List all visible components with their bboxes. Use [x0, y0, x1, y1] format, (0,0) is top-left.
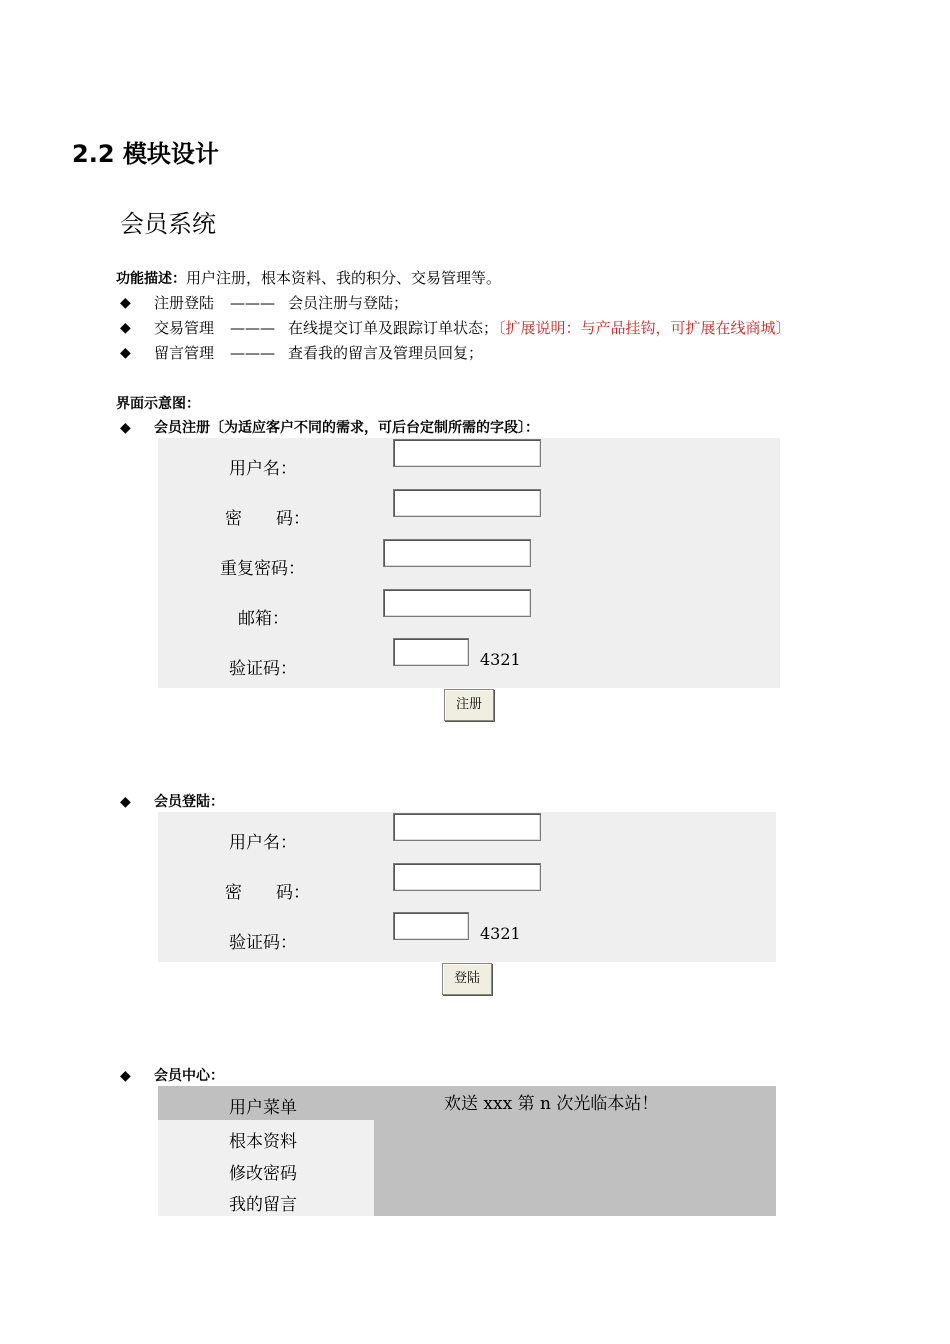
login-captcha-code: 4321	[480, 924, 521, 943]
feature-dash: ———	[230, 344, 275, 362]
register-button[interactable]: 注册	[444, 689, 494, 721]
bullet-icon: ◆	[120, 295, 131, 311]
feature-desc: 会员注册与登陆；	[288, 294, 409, 312]
function-desc-label: 功能描述：	[116, 271, 186, 287]
feature-dash: ———	[230, 294, 275, 312]
bullet-icon: ◆	[120, 794, 131, 810]
feature-desc-with-note	[288, 318, 791, 338]
feature-item	[120, 317, 131, 338]
repeat-password-label: 重复密码：	[220, 559, 305, 579]
feature-item	[120, 292, 131, 313]
feature-note: 〔扩展说明：与产品挂钩，可扩展在线商城〕	[498, 319, 791, 337]
email-input[interactable]	[383, 589, 531, 617]
password-input[interactable]	[393, 489, 541, 517]
captcha-input[interactable]	[393, 638, 469, 666]
bullet-icon: ◆	[120, 320, 131, 336]
member-center-heading: 会员中心：	[154, 1068, 224, 1084]
captcha-code: 4321	[480, 650, 521, 669]
login-heading: 会员登陆：	[154, 794, 224, 810]
function-desc-text: 用户注册，根本资料、我的积分、交易管理等。	[186, 269, 502, 287]
captcha-label: 验证码：	[229, 659, 297, 679]
login-button[interactable]: 登陆	[442, 963, 492, 995]
login-captcha-input[interactable]	[393, 912, 469, 940]
function-description	[116, 268, 501, 289]
password-label: 密 码：	[225, 509, 310, 529]
login-username-label: 用户名：	[229, 833, 297, 853]
login-username-input[interactable]	[393, 813, 541, 841]
email-label: 邮箱：	[238, 609, 289, 629]
repeat-password-input[interactable]	[383, 539, 531, 567]
menu-item-my-messages[interactable]: 我的留言	[229, 1195, 297, 1215]
user-menu-title: 用户菜单	[229, 1098, 297, 1118]
bullet-icon: ◆	[120, 420, 131, 436]
ui-title: 界面示意图：	[116, 396, 200, 412]
feature-desc: 在线提交订单及跟踪订单状态；	[288, 319, 499, 337]
feature-name: 留言管理	[154, 344, 215, 362]
section-title: 2.2 模块设计	[72, 140, 219, 168]
username-input[interactable]	[393, 439, 541, 467]
feature-name: 注册登陆	[154, 294, 215, 312]
member-center-bullet	[120, 1065, 131, 1086]
register-bullet	[120, 417, 131, 438]
menu-item-basic-info[interactable]: 根本资料	[229, 1132, 297, 1152]
username-label: 用户名：	[229, 459, 297, 479]
login-bullet	[120, 791, 131, 812]
bullet-icon: ◆	[120, 1068, 131, 1084]
menu-item-change-password[interactable]: 修改密码	[229, 1164, 297, 1184]
feature-item	[120, 342, 131, 363]
feature-name: 交易管理	[154, 319, 215, 337]
bullet-icon: ◆	[120, 345, 131, 361]
subsection-title: 会员系统	[120, 210, 216, 238]
login-password-input[interactable]	[393, 863, 541, 891]
feature-desc: 查看我的留言及管理员回复；	[288, 344, 484, 362]
login-captcha-label: 验证码：	[229, 933, 297, 953]
feature-dash: ———	[230, 319, 275, 337]
login-password-label: 密 码：	[225, 883, 310, 903]
welcome-message: 欢送 xxx 第 n 次光临本站！	[444, 1094, 659, 1114]
register-heading: 会员注册〔为适应客户不同的需求，可后台定制所需的字段〕：	[154, 420, 539, 436]
